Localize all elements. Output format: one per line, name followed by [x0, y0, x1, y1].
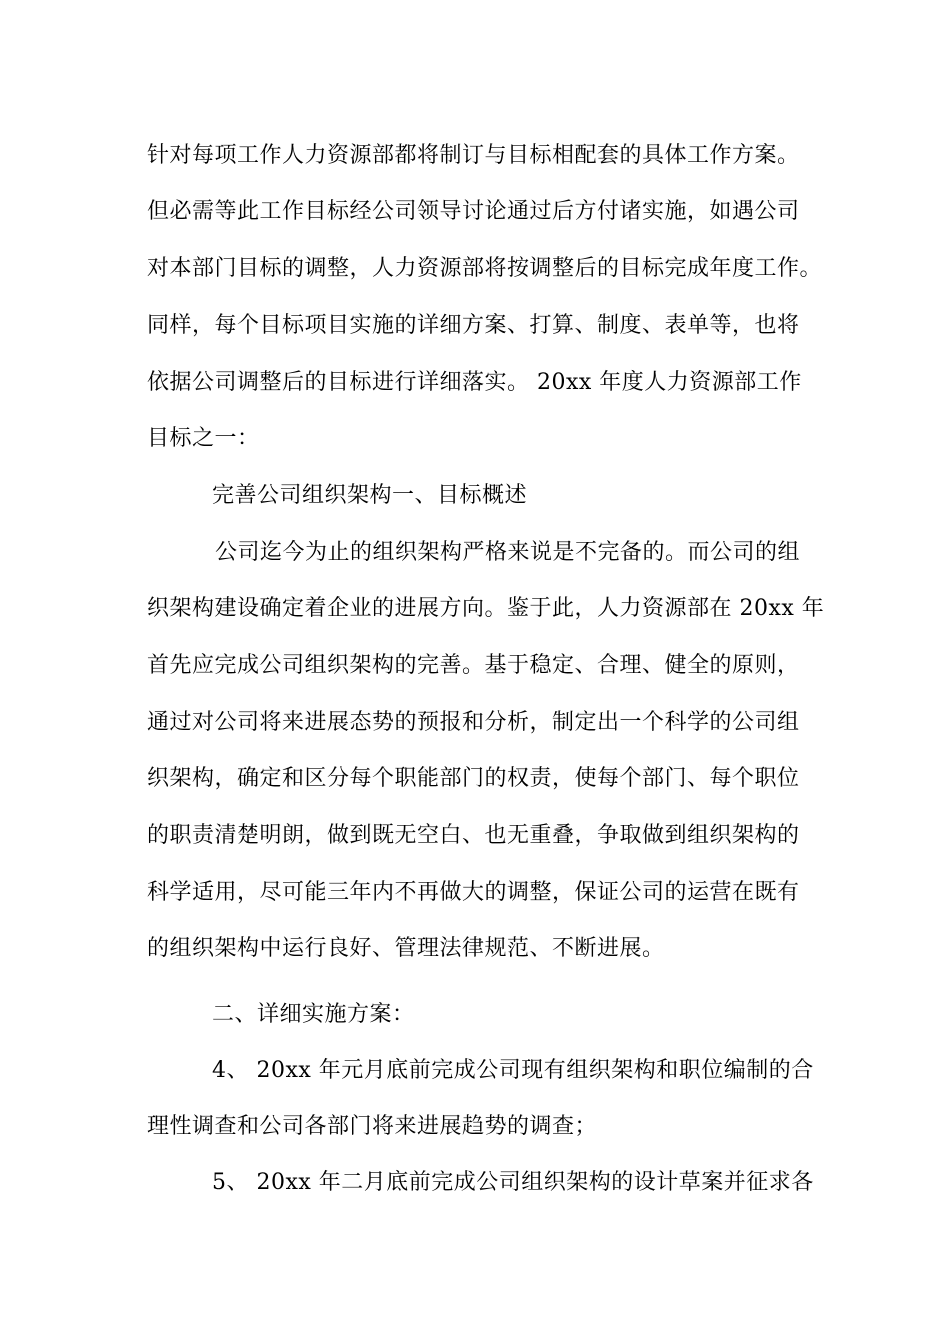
text-line: 织架构建设确定着企业的进展方向。鉴于此，人力资源部在 20xx 年 [147, 596, 825, 621]
list-item-5: 5、 20xx 年二月底前完成公司组织架构的设计草案并征求各 [212, 1170, 814, 1195]
text-line: 首先应完成公司组织架构的完善。基于稳定、合理、健全的原则， [147, 653, 800, 678]
paragraph-first-line: 公司迄今为止的组织架构严格来说是不完备的。而公司的组 [215, 540, 801, 565]
text-line: 目标之一： [147, 426, 260, 451]
section-heading: 完善公司组织架构一、目标概述 [212, 483, 528, 508]
text-line: 对本部门目标的调整，人力资源部将按调整后的目标完成年度工作。 [147, 256, 823, 281]
text-line: 依据公司调整后的目标进行详细落实。 20xx 年度人力资源部工作 [147, 370, 802, 395]
text-line: 的组织架构中运行良好、管理法律规范、不断进展。 [147, 936, 665, 961]
text-line: 同样，每个目标项目实施的详细方案、打算、制度、表单等，也将 [147, 313, 800, 338]
text-line: 的职责清楚明朗，做到既无空白、也无重叠，争取做到组织架构的 [147, 823, 800, 848]
text-line: 通过对公司将来进展态势的预报和分析，制定出一个科学的公司组 [147, 710, 800, 735]
section-heading: 二、详细实施方案： [212, 1002, 415, 1027]
list-item-4: 4、 20xx 年元月底前完成公司现有组织架构和职位编制的合 [212, 1058, 814, 1083]
text-line: 理性调查和公司各部门将来进展趋势的调查； [147, 1114, 598, 1139]
text-line: 科学适用，尽可能三年内不再做大的调整，保证公司的运营在既有 [147, 880, 800, 905]
text-line: 织架构，确定和区分每个职能部门的权责，使每个部门、每个职位 [147, 766, 800, 791]
text-line: 但必需等此工作目标经公司领导讨论通过后方付诸实施，如遇公司 [147, 199, 800, 224]
text-line: 针对每项工作人力资源部都将制订与目标相配套的具体工作方案。 [147, 143, 800, 168]
